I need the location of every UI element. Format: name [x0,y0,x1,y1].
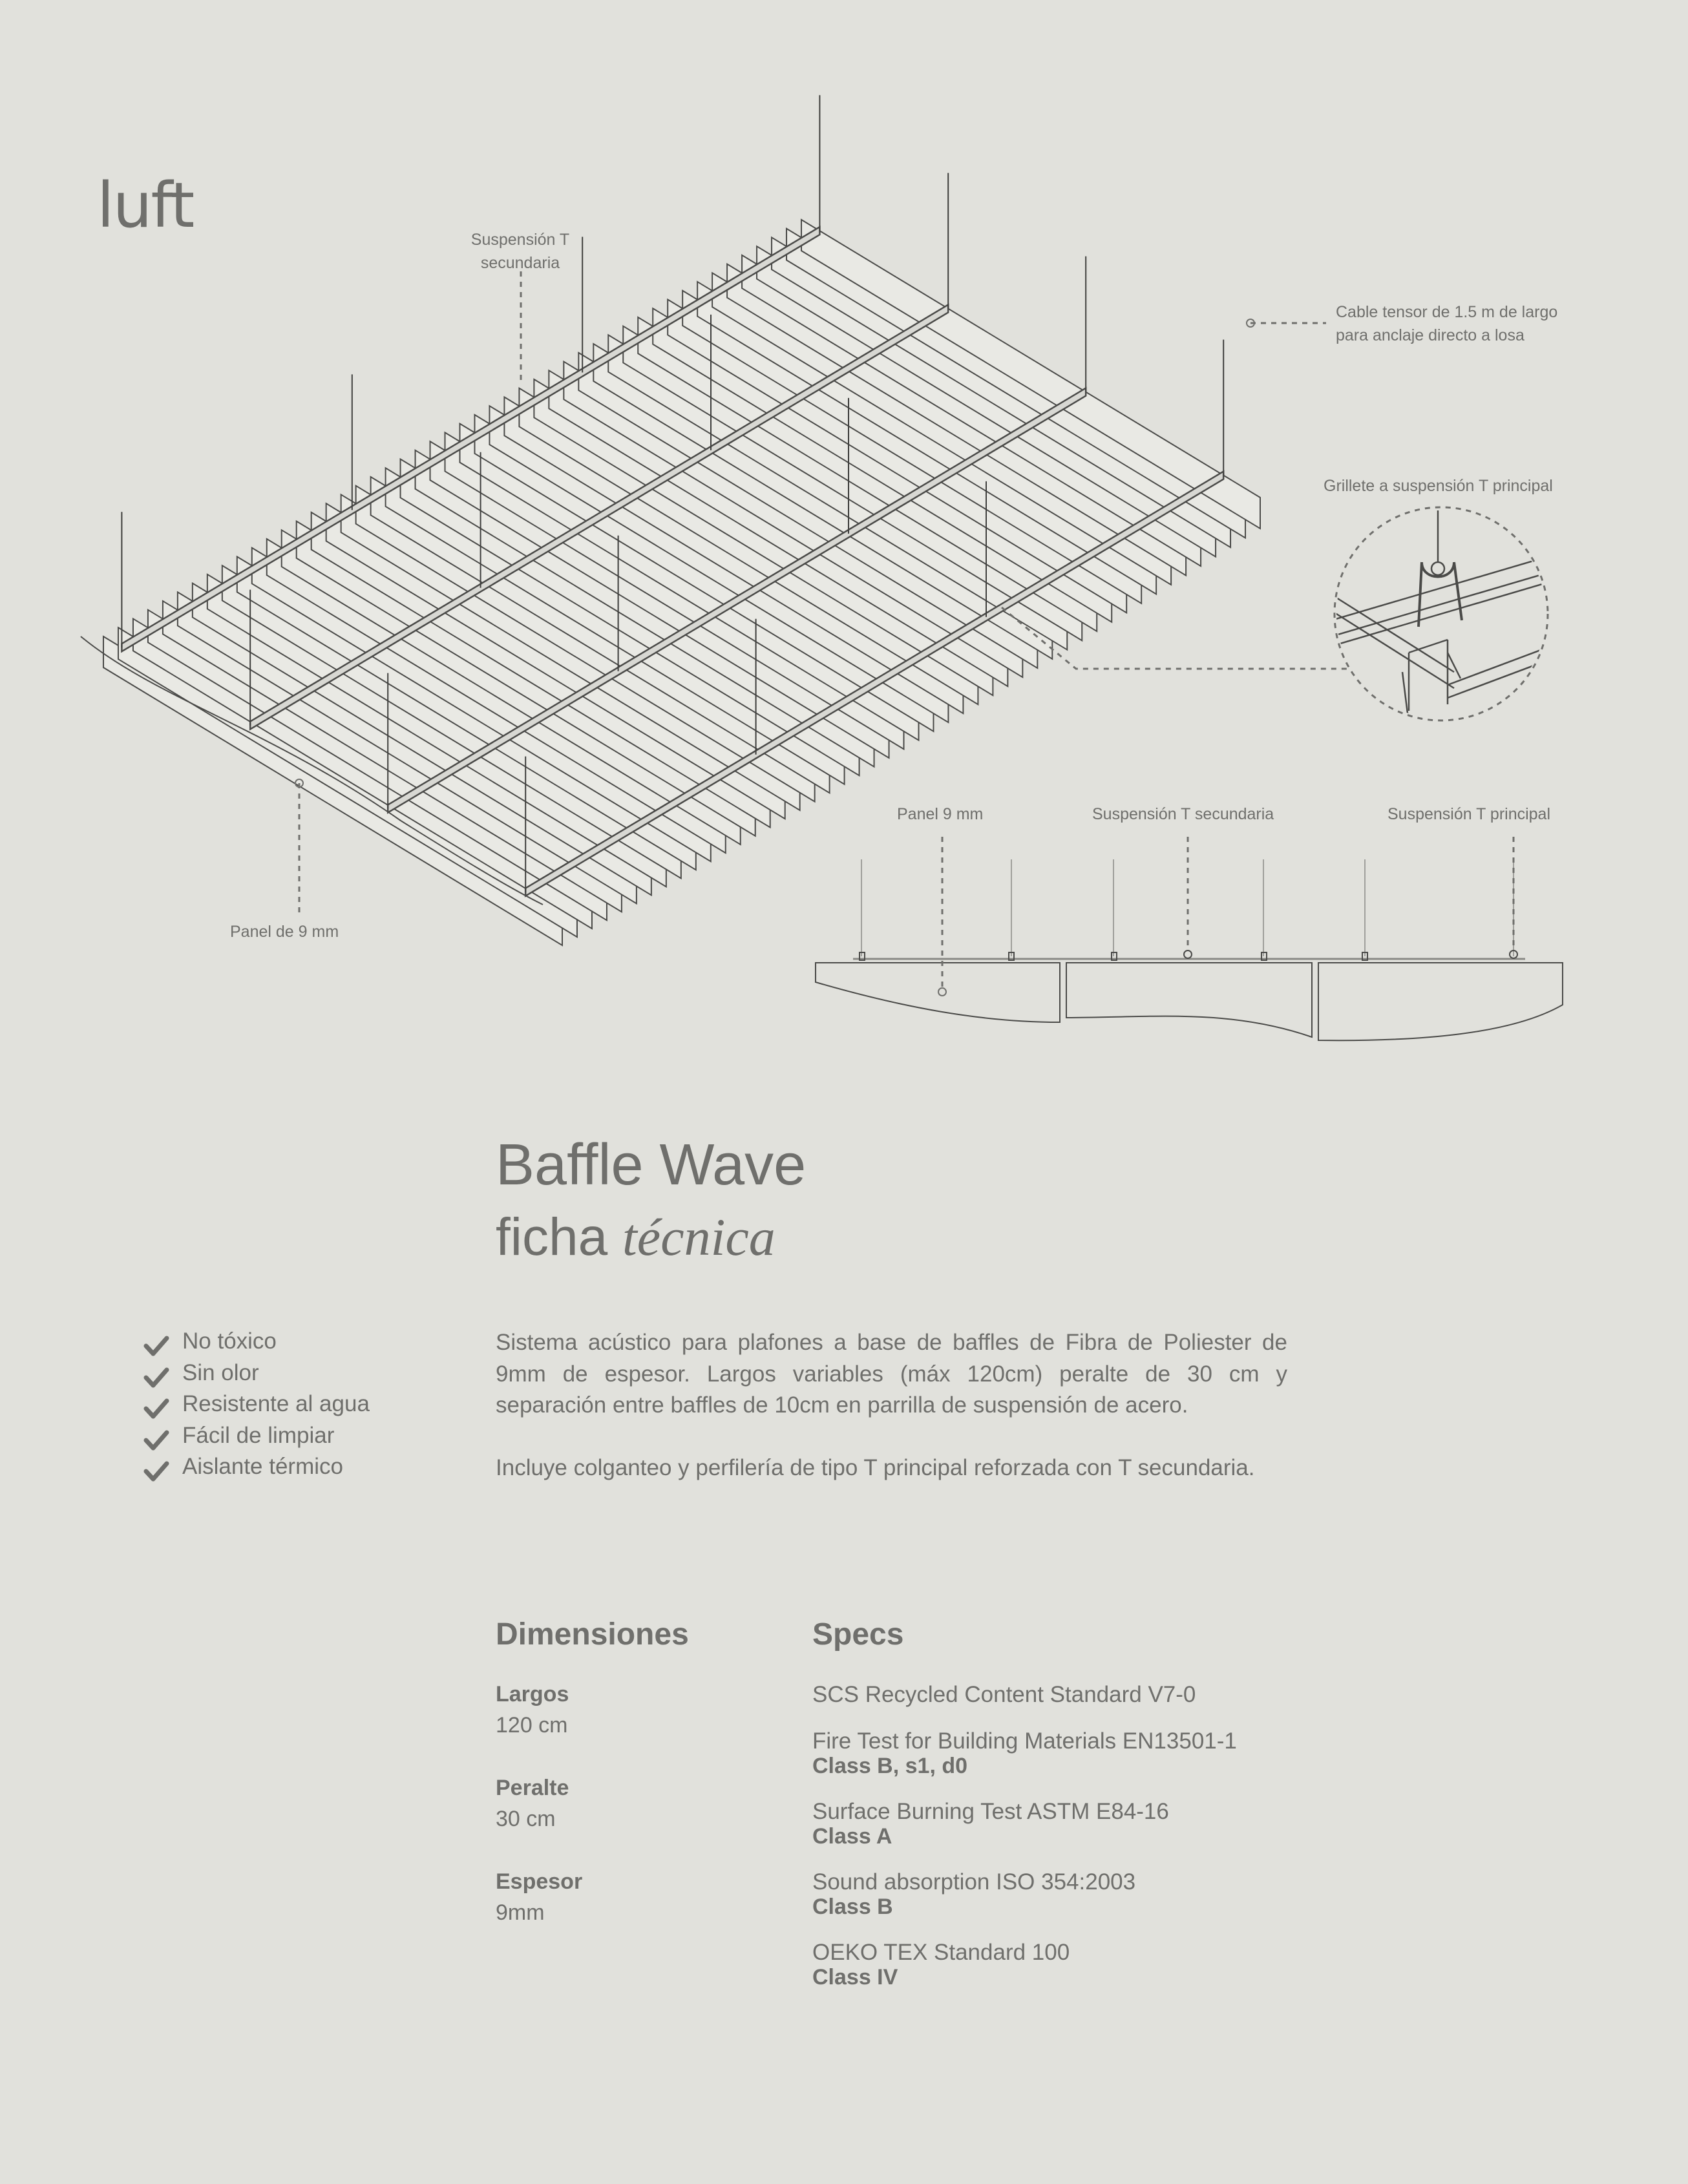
dimensions-heading: Dimensiones [496,1617,689,1652]
label-cable: Cable tensor de 1.5 m de largo para anclaje directo a losa [1336,303,1558,344]
spec-class: Class B [812,1895,893,1919]
dimension-label: Largos [496,1682,569,1706]
spec-name: Surface Burning Test ASTM E84-16 [812,1799,1169,1824]
check-icon [143,1365,169,1391]
spec-class: Class A [812,1824,892,1849]
feature-label: Sin olor [182,1360,259,1385]
feature-label: Aislante térmico [182,1454,343,1480]
luft-logo: luft [97,169,194,242]
description-includes: Incluye colganteo y perfilería de tipo T principal reforzada con T secundaria. [496,1455,1255,1480]
label-secondary-top: Suspensión T secundaria [470,231,570,272]
feature-label: Fácil de limpiar [182,1422,335,1448]
feature-label: No tóxico [182,1328,277,1354]
specs-heading: Specs [812,1617,904,1652]
dimension-label: Peralte [496,1776,569,1800]
spec-name: SCS Recycled Content Standard V7-0 [812,1682,1196,1707]
baffle-array [103,220,1260,945]
dimension-value: 120 cm [496,1713,568,1738]
feature-item [143,1420,370,1452]
dimension-value: 9mm [496,1900,545,1925]
spec-name: Sound absorption ISO 354:2003 [812,1869,1136,1895]
spec-name: OEKO TEX Standard 100 [812,1940,1070,1965]
check-icon [143,1396,169,1422]
page-title: Baffle Wave [496,1133,807,1197]
feature-item [143,1358,370,1389]
spec-class: Class B, s1, d0 [812,1754,968,1778]
check-icon [143,1458,169,1484]
shackle-detail [1331,507,1551,724]
feature-item [143,1451,370,1483]
label-panel-main: Panel de 9 mm [230,923,339,941]
feature-item [143,1326,370,1358]
spec-class: Class IV [812,1965,898,1990]
feature-item [143,1389,370,1420]
spec-name: Fire Test for Building Materials EN13501-1 [812,1728,1237,1754]
dimension-value: 30 cm [496,1807,556,1831]
check-icon [143,1427,169,1453]
description-paragraph: Sistema acústico para plafones a base de baffles de Fibra de Poliester de 9mm de espesor. Largos variables (máx 120cm) peralte de 30 cm y separación entre baffles de 10cm en parrilla de suspensión de acero. [496,1330,1287,1418]
dimension-label: Espesor [496,1869,583,1894]
label-principal-side: Suspensión T principal [1387,805,1551,823]
label-panel-side: Panel 9 mm [897,805,984,823]
side-elevation [816,859,1563,1040]
label-shackle: Grillete a suspensión T principal [1324,477,1553,495]
check-icon [143,1333,169,1359]
feature-label: Resistente al agua [182,1391,370,1417]
feature-list [143,1326,370,1483]
page-subtitle: ficha técnica [496,1208,775,1266]
label-secondary-side: Suspensión T secundaria [1092,805,1274,823]
